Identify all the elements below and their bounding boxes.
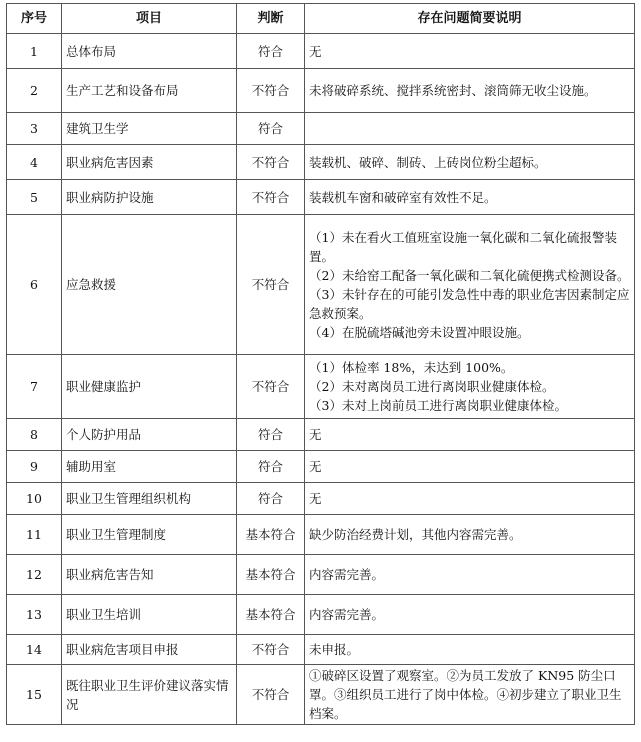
- row-desc: [305, 635, 635, 665]
- row-item: 职业病危害因素: [62, 145, 237, 180]
- desc-line: （3）未针存在的可能引发急性中毒的职业危害因素制定应急救预案。: [309, 286, 630, 321]
- row-item: 职业病危害项目申报: [62, 635, 237, 665]
- row-item: 应急救援: [62, 215, 237, 355]
- table-row: [7, 180, 635, 215]
- row-desc: [305, 355, 635, 419]
- table-row: [7, 635, 635, 665]
- header-desc: 存在问题简要说明: [305, 4, 635, 34]
- desc-line: 装载机、破碎、制砖、上砖岗位粉尘超标。: [309, 154, 547, 170]
- row-judge: 不符合: [237, 180, 305, 215]
- row-no: 3: [7, 113, 62, 145]
- row-judge: 符合: [237, 34, 305, 69]
- row-no: 11: [7, 515, 62, 555]
- row-no: 14: [7, 635, 62, 665]
- row-desc: [305, 555, 635, 595]
- desc-line: 内容需完善。: [309, 607, 385, 622]
- row-no: 15: [7, 665, 62, 725]
- row-judge: 不符合: [237, 355, 305, 419]
- row-judge: 不符合: [237, 215, 305, 355]
- table-row: [7, 113, 635, 145]
- row-desc: [305, 595, 635, 635]
- row-item: 既往职业卫生评价建议落实情况: [62, 665, 237, 725]
- row-judge: 不符合: [237, 145, 305, 180]
- row-no: 12: [7, 555, 62, 595]
- table-row: [7, 145, 635, 180]
- row-desc: [305, 180, 635, 215]
- row-judge: 符合: [237, 483, 305, 515]
- desc-line: （2）未对离岗员工进行离岗职业健康体检。: [309, 379, 555, 394]
- row-desc: [305, 34, 635, 69]
- row-no: 4: [7, 145, 62, 180]
- row-no: 2: [7, 69, 62, 113]
- table-row: [7, 483, 635, 515]
- row-no: 13: [7, 595, 62, 635]
- desc-line: 无: [309, 459, 322, 474]
- desc-line: 装载机车窗和破碎室有效性不足。: [309, 189, 497, 205]
- row-item: 建筑卫生学: [62, 113, 237, 145]
- desc-line: 无: [309, 43, 322, 59]
- row-no: 1: [7, 34, 62, 69]
- row-judge: 符合: [237, 113, 305, 145]
- row-desc: [305, 665, 635, 725]
- row-judge: 不符合: [237, 665, 305, 725]
- row-no: 9: [7, 451, 62, 483]
- row-item: 个人防护用品: [62, 419, 237, 451]
- table-row: [7, 419, 635, 451]
- desc-line: 内容需完善。: [309, 567, 385, 582]
- row-item: 职业病危害告知: [62, 555, 237, 595]
- row-judge: 基本符合: [237, 595, 305, 635]
- desc-line: 未将破碎系统、搅拌系统密封、滚筒筛无收尘设施。: [309, 83, 597, 98]
- header-row: [7, 4, 635, 34]
- desc-line: 无: [309, 427, 322, 442]
- table-row: [7, 555, 635, 595]
- desc-line: 未申报。: [309, 642, 360, 657]
- row-desc: [305, 419, 635, 451]
- assessment-table: [6, 3, 635, 725]
- row-desc: [305, 515, 635, 555]
- row-item: 职业健康监护: [62, 355, 237, 419]
- row-no: 10: [7, 483, 62, 515]
- row-item: 职业卫生培训: [62, 595, 237, 635]
- header-judge: 判断: [237, 4, 305, 34]
- row-judge: 基本符合: [237, 515, 305, 555]
- row-no: 5: [7, 180, 62, 215]
- table-row: [7, 515, 635, 555]
- row-judge: 不符合: [237, 69, 305, 113]
- row-item: 生产工艺和设备布局: [62, 69, 237, 113]
- table-row: [7, 355, 635, 419]
- row-item: 总体布局: [62, 34, 237, 69]
- table-row: [7, 34, 635, 69]
- table-row: [7, 595, 635, 635]
- row-item: 职业卫生管理制度: [62, 515, 237, 555]
- row-no: 6: [7, 215, 62, 355]
- row-item: 职业病防护设施: [62, 180, 237, 215]
- row-judge: 不符合: [237, 635, 305, 665]
- row-desc: [305, 451, 635, 483]
- desc-line: （2）未给窑工配备一氧化碳和二氧化硫便携式检测设备。: [309, 267, 630, 283]
- desc-line: ①破碎区设置了观察室。②为员工发放了 KN95 防尘口罩。③组织员工进行了岗中体检。④初步建立了职业卫生档案。: [309, 668, 622, 721]
- desc-line: 无: [309, 491, 322, 506]
- row-item: 辅助用室: [62, 451, 237, 483]
- row-judge: 符合: [237, 419, 305, 451]
- row-desc: [305, 145, 635, 180]
- row-judge: 符合: [237, 451, 305, 483]
- row-no: 8: [7, 419, 62, 451]
- table-row: [7, 451, 635, 483]
- desc-line: （1）体检率 18%，未达到 100%。: [309, 360, 514, 375]
- header-no: 序号: [7, 4, 62, 34]
- table-row: [7, 665, 635, 725]
- desc-line: （3）未对上岗前员工进行离岗职业健康体检。: [309, 398, 567, 413]
- row-desc: [305, 113, 635, 145]
- desc-line: 缺少防治经费计划，其他内容需完善。: [309, 527, 522, 542]
- table-row: [7, 69, 635, 113]
- row-judge: 基本符合: [237, 555, 305, 595]
- desc-line: （1）未在看火工值班室设施一氧化碳和二氧化硫报警装置。: [309, 229, 617, 264]
- header-item: 项目: [62, 4, 237, 34]
- row-item: 职业卫生管理组织机构: [62, 483, 237, 515]
- row-desc: [305, 69, 635, 113]
- row-desc: [305, 483, 635, 515]
- table-row: [7, 215, 635, 355]
- desc-line: （4）在脱硫塔碱池旁未设置冲眼设施。: [309, 324, 530, 340]
- row-desc: [305, 215, 635, 355]
- row-no: 7: [7, 355, 62, 419]
